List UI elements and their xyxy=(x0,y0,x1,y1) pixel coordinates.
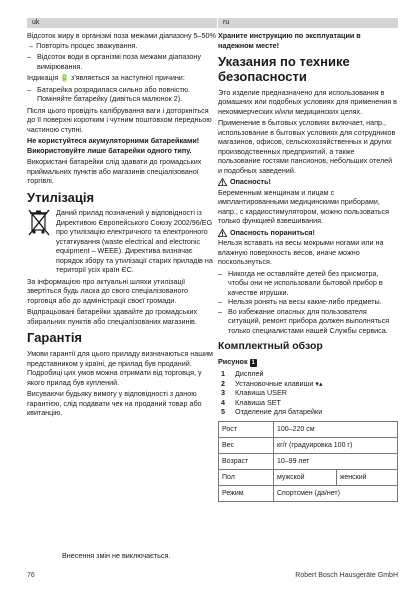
paragraph: Применение в бытовых условиях включает, напр., использование в бытовых условиях для сотрудников магазинов, офисов, сельскохозяйственных и других производственных предприятий, а также пользование гостями пансионов, небольших отелей и подобных заведений. xyxy=(218,118,396,175)
paragraph: Відпрацьовані батарейки здавайте до громадських збиральних пунктів або спеціалізованих магазинів. xyxy=(27,307,198,326)
page-number: 76 xyxy=(27,572,35,579)
paragraph: Висуваючи будьяку вимогу у відповідності з даною гарантією, слід подавати чек на проданий товар або квитанцію. xyxy=(27,389,202,418)
paragraph: Індикація 🔋 з'являється за наступної причини: xyxy=(27,73,185,82)
left-column xyxy=(27,18,217,420)
list-item: 3 Клавиша USER xyxy=(221,388,287,398)
injury-warning xyxy=(218,228,398,238)
danger-warning xyxy=(218,177,398,187)
paragraph: Відсоток жиру в організмі поза межами діапазону 5–50% → Повторіть процес зважування. xyxy=(27,31,216,50)
list-item: – Відсоток води в організмі поза межами діапазону вимірювання. xyxy=(27,52,217,71)
parts-list xyxy=(218,369,398,417)
keep-instructions-notice: Храните инструкцию по эксплуатации в надежном месте! xyxy=(218,31,361,50)
list-item: 5 Отделение для батарейки xyxy=(221,407,323,417)
language-tag: ru xyxy=(218,18,398,28)
table-row: Возраст 10–99 лет xyxy=(219,453,398,469)
figure-reference xyxy=(218,357,398,367)
weee-text: Даний прилад позначений у відповідності із Директивою Європейського Союзу 2002/96/EG про утилізацію електричного та електронного устаткування (waste electrical and electronic equipment – WEEE). Директива визначає порядок збору та утилізації старих приладів на території усіх країн ЄС. xyxy=(56,208,213,275)
figure-label: Рисунок xyxy=(218,357,248,367)
paragraph: Використані батарейки слід здавати до громадських приймальних пунктів або магазинів спеціалізованої торгівлі. xyxy=(27,157,202,185)
paragraph: Это изделие предназначено для использования в домашних или подобных условиях для применения в некоммерческих и/или медицинских целях. xyxy=(218,87,397,116)
paragraph: Умови гарантії для цього приладу визначаються нашим представником у країні, де прилад був проданий. Подробиці цих умов можна отримати від торговця, у якого прилад був куплений. xyxy=(27,349,213,387)
list-item: – Нельзя ронять на весы какие-либо предметы. xyxy=(218,297,398,307)
warning-label: Опасность! xyxy=(230,177,271,187)
table-row: Рост 100–220 см xyxy=(219,421,398,437)
list-item: 1 Дисплей xyxy=(221,369,264,379)
bullet-list xyxy=(27,52,217,71)
section-title-safety: Указания по технике безопасности xyxy=(218,54,350,84)
table-row: Вес кг/г (градуировка 100 г) xyxy=(219,437,398,453)
section-title-disposal: Утилізація xyxy=(27,189,95,205)
crossed-bin-icon xyxy=(27,208,53,275)
list-item: 4 Клавиша SET xyxy=(221,397,281,407)
list-item: – Никогда не оставляйте детей без присмотра, чтобы они не использовали бытовой прибор в качестве игрушки. xyxy=(218,269,398,298)
table-row: Режим Спортсмен (да/нет) xyxy=(219,485,398,501)
list-item: 2 Установочные клавиши ▾▴ xyxy=(221,378,323,388)
paragraph: Беременным женщинам и лицам с имплантированными медицинскими приборами, напр., с кардиостимулятором, можно пользоваться только функцией взвешивания. xyxy=(218,187,389,226)
change-disclaimer: Внесення змін не виключається. xyxy=(62,551,171,560)
bullet-list xyxy=(218,269,398,336)
spec-table xyxy=(218,421,398,502)
warning-triangle-icon xyxy=(218,229,227,237)
bullet-list xyxy=(27,85,217,104)
paragraph: Після цього провідіть калібрування ваги і доторкніться до її поверхні коротким і чутним поштовхом передньою частиною ступні. xyxy=(27,105,212,134)
right-column xyxy=(218,18,398,502)
list-item: – Во избежание опасных для пользователя ситуаций, ремонт прибора должен выполняться только специалистами нашей Службы сервиса. xyxy=(218,307,398,336)
section-title-overview: Комплектный обзор xyxy=(218,340,323,353)
paragraph: За інформацією про актуальні шляхи утилізації звертіться будь ласка до свого спеціалізованого торговця або до адміністрації своєї громади. xyxy=(27,276,188,305)
paragraph: Нельзя вставать на весы мокрыми ногами или на влажную поверхность весов, иначе можно поскользнуться. xyxy=(218,238,384,267)
language-tag: uk xyxy=(27,18,217,28)
bold-notice: Не користуйтеся акумуляторними батарейками! Використовуйте лише батарейки одного типу. xyxy=(27,136,200,155)
section-title-warranty: Гарантія xyxy=(27,330,83,346)
warning-label: Опасность пораниться! xyxy=(230,227,315,237)
list-item: – Батарейка розрядилася сильно або повністю. Поміняйте батарейку (дивіться малюнок 2). xyxy=(27,85,217,104)
warning-triangle-icon xyxy=(218,178,227,186)
company-name: Robert Bosch Hausgeräte GmbH xyxy=(295,572,398,579)
weee-block xyxy=(27,208,217,275)
table-row: Пол мужской женский xyxy=(219,469,398,485)
figure-number: 1 xyxy=(251,360,255,367)
